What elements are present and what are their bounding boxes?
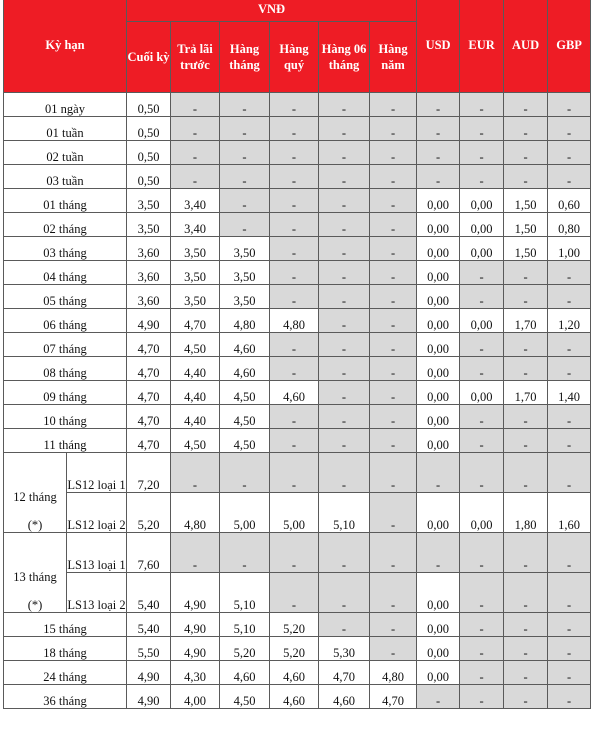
rate-cell: - (270, 213, 319, 237)
rate-cell: 4,30 (171, 661, 220, 685)
rate-cell: - (270, 93, 319, 117)
rate-cell: 3,40 (171, 189, 220, 213)
table-row (4, 493, 591, 533)
rate-cell: - (171, 93, 220, 117)
rate-cell: 0,00 (417, 213, 460, 237)
rate-cell: - (504, 357, 548, 381)
term-label: 05 tháng (4, 285, 127, 309)
rate-cell: 5,20 (127, 493, 171, 533)
term-label: 01 tháng (4, 189, 127, 213)
rate-cell: 0,00 (460, 381, 504, 405)
rate-cell: - (548, 357, 591, 381)
rate-cell: - (504, 405, 548, 429)
table-row (4, 213, 591, 237)
rate-cell: - (370, 573, 417, 613)
rate-cell: 4,80 (171, 493, 220, 533)
rate-cell: - (220, 93, 270, 117)
rate-cell: - (220, 117, 270, 141)
term-label: 18 tháng (4, 637, 127, 661)
rate-cell: - (370, 141, 417, 165)
rate-cell: 1,80 (504, 493, 548, 533)
rate-cell: - (370, 493, 417, 533)
rate-cell: - (220, 165, 270, 189)
rate-cell: 1,00 (548, 237, 591, 261)
rate-cell: - (319, 165, 370, 189)
rate-cell: 4,80 (270, 309, 319, 333)
rate-cell: 0,00 (417, 237, 460, 261)
rate-cell: 0,00 (460, 309, 504, 333)
term-name: 13 tháng (13, 570, 57, 584)
rate-cell: 4,70 (370, 685, 417, 709)
term-label: 04 tháng (4, 261, 127, 285)
rate-cell: 7,60 (127, 533, 171, 573)
sub-term-label: LS13 loại 1 (67, 533, 127, 573)
term-label: 10 tháng (4, 405, 127, 429)
rate-cell: - (370, 237, 417, 261)
rate-cell: - (220, 189, 270, 213)
rate-cell: 0,50 (127, 117, 171, 141)
rate-cell: - (504, 141, 548, 165)
rate-cell: 5,50 (127, 637, 171, 661)
rate-cell: - (370, 405, 417, 429)
rate-cell: 3,50 (220, 285, 270, 309)
rate-cell: 3,50 (127, 213, 171, 237)
rate-cell: - (270, 285, 319, 309)
table-body (4, 93, 591, 709)
rate-cell: 0,00 (417, 381, 460, 405)
eur-header: EUR (460, 0, 504, 93)
rate-cell: 3,50 (171, 285, 220, 309)
term-label: 11 tháng (4, 429, 127, 453)
rate-cell: 4,40 (171, 381, 220, 405)
rate-cell: - (548, 661, 591, 685)
sub-term-label: LS12 loại 2 (67, 493, 127, 533)
rate-cell: 4,60 (270, 685, 319, 709)
rate-cell: - (370, 429, 417, 453)
table-row (4, 381, 591, 405)
sub-term-label: LS13 loại 2 (67, 573, 127, 613)
rate-cell: - (417, 165, 460, 189)
rate-cell: - (460, 333, 504, 357)
rate-cell: - (319, 189, 370, 213)
rate-cell: - (460, 141, 504, 165)
rate-cell: - (319, 533, 370, 573)
rate-cell: - (417, 141, 460, 165)
rate-cell: - (319, 141, 370, 165)
rate-cell: - (504, 333, 548, 357)
rate-cell: 4,60 (220, 333, 270, 357)
rate-cell: - (319, 213, 370, 237)
rate-cell: 1,40 (548, 381, 591, 405)
rate-cell: - (504, 573, 548, 613)
rate-cell: 1,70 (504, 381, 548, 405)
term-label: 01 ngày (4, 93, 127, 117)
rate-cell: 5,00 (220, 493, 270, 533)
table-row (4, 309, 591, 333)
term-note: (*) (27, 518, 43, 532)
rate-cell: - (319, 285, 370, 309)
rate-cell: 7,20 (127, 453, 171, 493)
rate-cell: - (460, 405, 504, 429)
rate-cell: 0,00 (460, 213, 504, 237)
rate-cell: 4,70 (127, 333, 171, 357)
rate-cell: - (460, 117, 504, 141)
rate-cell: 5,10 (319, 493, 370, 533)
rate-cell: - (270, 141, 319, 165)
table-row (4, 453, 591, 493)
rate-cell: - (504, 613, 548, 637)
rate-cell: 4,90 (127, 309, 171, 333)
table-row (4, 117, 591, 141)
rate-cell: 0,00 (460, 189, 504, 213)
rate-cell: - (417, 533, 460, 573)
vnd-header: VNĐ (127, 0, 417, 22)
header-yearly: Hàng năm (370, 22, 417, 93)
rate-cell: - (270, 405, 319, 429)
rate-cell: - (460, 685, 504, 709)
rate-cell: - (270, 165, 319, 189)
rate-cell: 4,70 (127, 405, 171, 429)
rate-cell: - (270, 237, 319, 261)
rate-cell: - (370, 309, 417, 333)
header-six-monthly: Hàng 06 tháng (319, 22, 370, 93)
rate-cell: 0,00 (417, 405, 460, 429)
table-row (4, 613, 591, 637)
rate-cell: 4,50 (171, 429, 220, 453)
rate-cell: 4,90 (171, 637, 220, 661)
rate-cell: 4,70 (127, 429, 171, 453)
term-label: 15 tháng (4, 613, 127, 637)
table-header (4, 0, 591, 93)
rate-cell: - (319, 333, 370, 357)
rate-cell: 0,80 (548, 213, 591, 237)
rate-cell: - (460, 357, 504, 381)
rate-cell: 0,00 (417, 261, 460, 285)
rate-cell: - (319, 405, 370, 429)
rate-cell: - (220, 453, 270, 493)
rate-cell: 5,10 (220, 613, 270, 637)
term-label: 07 tháng (4, 333, 127, 357)
rate-cell: - (171, 117, 220, 141)
rate-cell: - (370, 333, 417, 357)
rate-cell: 0,50 (127, 141, 171, 165)
table-row (4, 533, 591, 573)
rate-cell: - (370, 285, 417, 309)
rate-cell: - (548, 685, 591, 709)
rate-cell: - (319, 93, 370, 117)
rate-cell: 5,20 (220, 637, 270, 661)
table-row (4, 189, 591, 213)
table-row (4, 141, 591, 165)
rate-cell: - (548, 613, 591, 637)
rate-cell: - (220, 213, 270, 237)
rate-cell: 1,50 (504, 213, 548, 237)
rate-cell: - (270, 429, 319, 453)
rate-cell: - (548, 285, 591, 309)
table-row (4, 237, 591, 261)
rate-cell: 4,80 (370, 661, 417, 685)
table-row (4, 661, 591, 685)
rate-cell: 4,80 (220, 309, 270, 333)
rate-cell: - (548, 637, 591, 661)
rate-cell: 0,00 (417, 573, 460, 613)
rate-cell: 4,90 (171, 613, 220, 637)
rate-cell: 1,60 (548, 493, 591, 533)
rate-cell: - (370, 381, 417, 405)
rate-cell: - (270, 573, 319, 613)
rate-cell: - (319, 237, 370, 261)
rate-cell: 0,00 (460, 493, 504, 533)
rate-cell: - (370, 453, 417, 493)
rate-cell: - (504, 533, 548, 573)
rate-cell: 5,00 (270, 493, 319, 533)
rate-cell: - (171, 165, 220, 189)
rate-cell: - (460, 661, 504, 685)
term-label: 03 tháng (4, 237, 127, 261)
rate-cell: - (370, 117, 417, 141)
rate-cell: 0,00 (460, 237, 504, 261)
table-row (4, 573, 591, 613)
rate-cell: 3,50 (171, 237, 220, 261)
header-prepaid: Trả lãi trước (171, 22, 220, 93)
rate-cell: - (548, 533, 591, 573)
table-row (4, 685, 591, 709)
rate-cell: - (171, 141, 220, 165)
rate-cell: - (460, 165, 504, 189)
rate-cell: - (504, 93, 548, 117)
rate-cell: - (319, 381, 370, 405)
rate-cell: - (270, 333, 319, 357)
rate-cell: - (548, 573, 591, 613)
term-label: 02 tháng (4, 213, 127, 237)
table-row (4, 285, 591, 309)
rate-cell: 4,60 (270, 661, 319, 685)
rate-cell: - (548, 117, 591, 141)
rate-cell: - (548, 261, 591, 285)
rate-cell: - (548, 453, 591, 493)
rate-cell: - (270, 189, 319, 213)
term-label: 06 tháng (4, 309, 127, 333)
rate-cell: - (548, 429, 591, 453)
rate-cell: - (504, 165, 548, 189)
rate-cell: - (319, 613, 370, 637)
rate-cell: - (548, 405, 591, 429)
rate-cell: - (220, 533, 270, 573)
rate-cell: - (171, 533, 220, 573)
rate-cell: - (548, 333, 591, 357)
rate-cell: - (370, 213, 417, 237)
rate-cell: 0,00 (417, 285, 460, 309)
rate-cell: - (460, 453, 504, 493)
rate-cell: 4,60 (220, 661, 270, 685)
rate-cell: 5,40 (127, 613, 171, 637)
rate-cell: - (319, 573, 370, 613)
rate-cell: - (319, 357, 370, 381)
rate-cell: 1,20 (548, 309, 591, 333)
term-label: 03 tuần (4, 165, 127, 189)
rate-cell: 4,90 (171, 573, 220, 613)
rate-cell: 4,90 (127, 661, 171, 685)
rate-cell: - (504, 117, 548, 141)
term-name: 12 tháng (13, 490, 57, 504)
sub-term-label: LS12 loại 1 (67, 453, 127, 493)
rate-cell: - (370, 261, 417, 285)
rate-cell: 1,70 (504, 309, 548, 333)
rate-cell: 3,60 (127, 261, 171, 285)
term-label: 36 tháng (4, 685, 127, 709)
rate-cell: - (417, 453, 460, 493)
table-row (4, 93, 591, 117)
rate-cell: 4,50 (220, 429, 270, 453)
rate-cell: 1,50 (504, 237, 548, 261)
rate-cell: - (220, 141, 270, 165)
rate-cell: 0,00 (417, 637, 460, 661)
table-row (4, 261, 591, 285)
rate-cell: 3,50 (220, 237, 270, 261)
rate-cell: - (370, 613, 417, 637)
rate-cell: - (319, 117, 370, 141)
table-row (4, 357, 591, 381)
rate-cell: 4,60 (220, 357, 270, 381)
rate-cell: - (370, 165, 417, 189)
table-row (4, 165, 591, 189)
table-row (4, 429, 591, 453)
rate-cell: - (270, 533, 319, 573)
rate-cell: - (548, 141, 591, 165)
rate-cell: 5,20 (270, 637, 319, 661)
rate-cell: - (417, 117, 460, 141)
rate-cell: 0,00 (417, 613, 460, 637)
header-quarterly: Hàng quý (270, 22, 319, 93)
rate-cell: 0,00 (417, 189, 460, 213)
rate-cell: 4,40 (171, 357, 220, 381)
rate-cell: - (460, 261, 504, 285)
rate-cell: - (504, 637, 548, 661)
term-note: (*) (27, 598, 43, 612)
rate-cell: - (460, 533, 504, 573)
rate-cell: - (370, 189, 417, 213)
rate-cell: 4,70 (127, 381, 171, 405)
rate-cell: - (460, 429, 504, 453)
rate-cell: 4,90 (127, 685, 171, 709)
rate-cell: - (460, 93, 504, 117)
term-label: 09 tháng (4, 381, 127, 405)
rate-cell: 5,10 (220, 573, 270, 613)
table-row (4, 405, 591, 429)
rate-cell: - (504, 453, 548, 493)
rate-cell: - (417, 93, 460, 117)
rate-cell: - (504, 661, 548, 685)
rate-cell: 5,20 (270, 613, 319, 637)
table-row (4, 333, 591, 357)
rate-cell: - (319, 429, 370, 453)
rate-cell: 4,50 (171, 333, 220, 357)
rate-cell: 3,50 (220, 261, 270, 285)
rate-cell: - (504, 261, 548, 285)
rate-cell: 0,00 (417, 357, 460, 381)
rate-cell: - (370, 93, 417, 117)
aud-header: AUD (504, 0, 548, 93)
rate-cell: 4,50 (220, 381, 270, 405)
rate-cell: 4,70 (127, 357, 171, 381)
rate-cell: 4,50 (220, 405, 270, 429)
rate-cell: 5,40 (127, 573, 171, 613)
rate-cell: - (417, 685, 460, 709)
rate-cell: 0,00 (417, 429, 460, 453)
rate-cell: - (548, 165, 591, 189)
rate-cell: 5,30 (319, 637, 370, 661)
table-row (4, 637, 591, 661)
rate-cell: - (460, 613, 504, 637)
term-label (4, 533, 67, 613)
rate-cell: 1,50 (504, 189, 548, 213)
rate-cell: 0,00 (417, 333, 460, 357)
header-end-of-term: Cuối kỳ (127, 22, 171, 93)
term-label: 01 tuần (4, 117, 127, 141)
rate-cell: - (504, 285, 548, 309)
term-label (4, 453, 67, 533)
rate-cell: - (319, 309, 370, 333)
term-header: Kỳ hạn (4, 0, 127, 93)
rate-cell: 3,50 (127, 189, 171, 213)
rate-cell: 4,70 (171, 309, 220, 333)
rate-cell: - (370, 533, 417, 573)
rate-cell: - (270, 117, 319, 141)
rate-cell: - (270, 357, 319, 381)
rate-cell: 0,00 (417, 493, 460, 533)
rate-cell: - (370, 357, 417, 381)
term-label: 24 tháng (4, 661, 127, 685)
rate-cell: - (319, 453, 370, 493)
rate-cell: 4,40 (171, 405, 220, 429)
rate-cell: - (319, 261, 370, 285)
term-label: 08 tháng (4, 357, 127, 381)
rate-cell: 0,00 (417, 661, 460, 685)
rate-cell: 0,60 (548, 189, 591, 213)
rate-cell: - (504, 429, 548, 453)
rate-cell: 3,60 (127, 237, 171, 261)
rate-cell: 0,50 (127, 165, 171, 189)
rate-cell: 3,50 (171, 261, 220, 285)
rate-cell: 4,60 (319, 685, 370, 709)
gbp-header: GBP (548, 0, 591, 93)
rate-cell: - (460, 573, 504, 613)
rate-cell: - (270, 261, 319, 285)
term-label: 02 tuần (4, 141, 127, 165)
rate-cell: - (460, 285, 504, 309)
rate-cell: - (504, 685, 548, 709)
rate-cell: - (548, 93, 591, 117)
rate-cell: - (460, 637, 504, 661)
rate-cell: 4,70 (319, 661, 370, 685)
rate-cell: 4,60 (270, 381, 319, 405)
rate-cell: 0,00 (417, 309, 460, 333)
rate-cell: 3,40 (171, 213, 220, 237)
rate-cell: 3,60 (127, 285, 171, 309)
interest-rate-table (3, 0, 591, 709)
rate-cell: - (171, 453, 220, 493)
rate-cell: - (270, 453, 319, 493)
header-monthly: Hàng tháng (220, 22, 270, 93)
rate-cell: 4,00 (171, 685, 220, 709)
rate-cell: 0,50 (127, 93, 171, 117)
rate-cell: 4,50 (220, 685, 270, 709)
rate-cell: - (370, 637, 417, 661)
usd-header: USD (417, 0, 460, 93)
